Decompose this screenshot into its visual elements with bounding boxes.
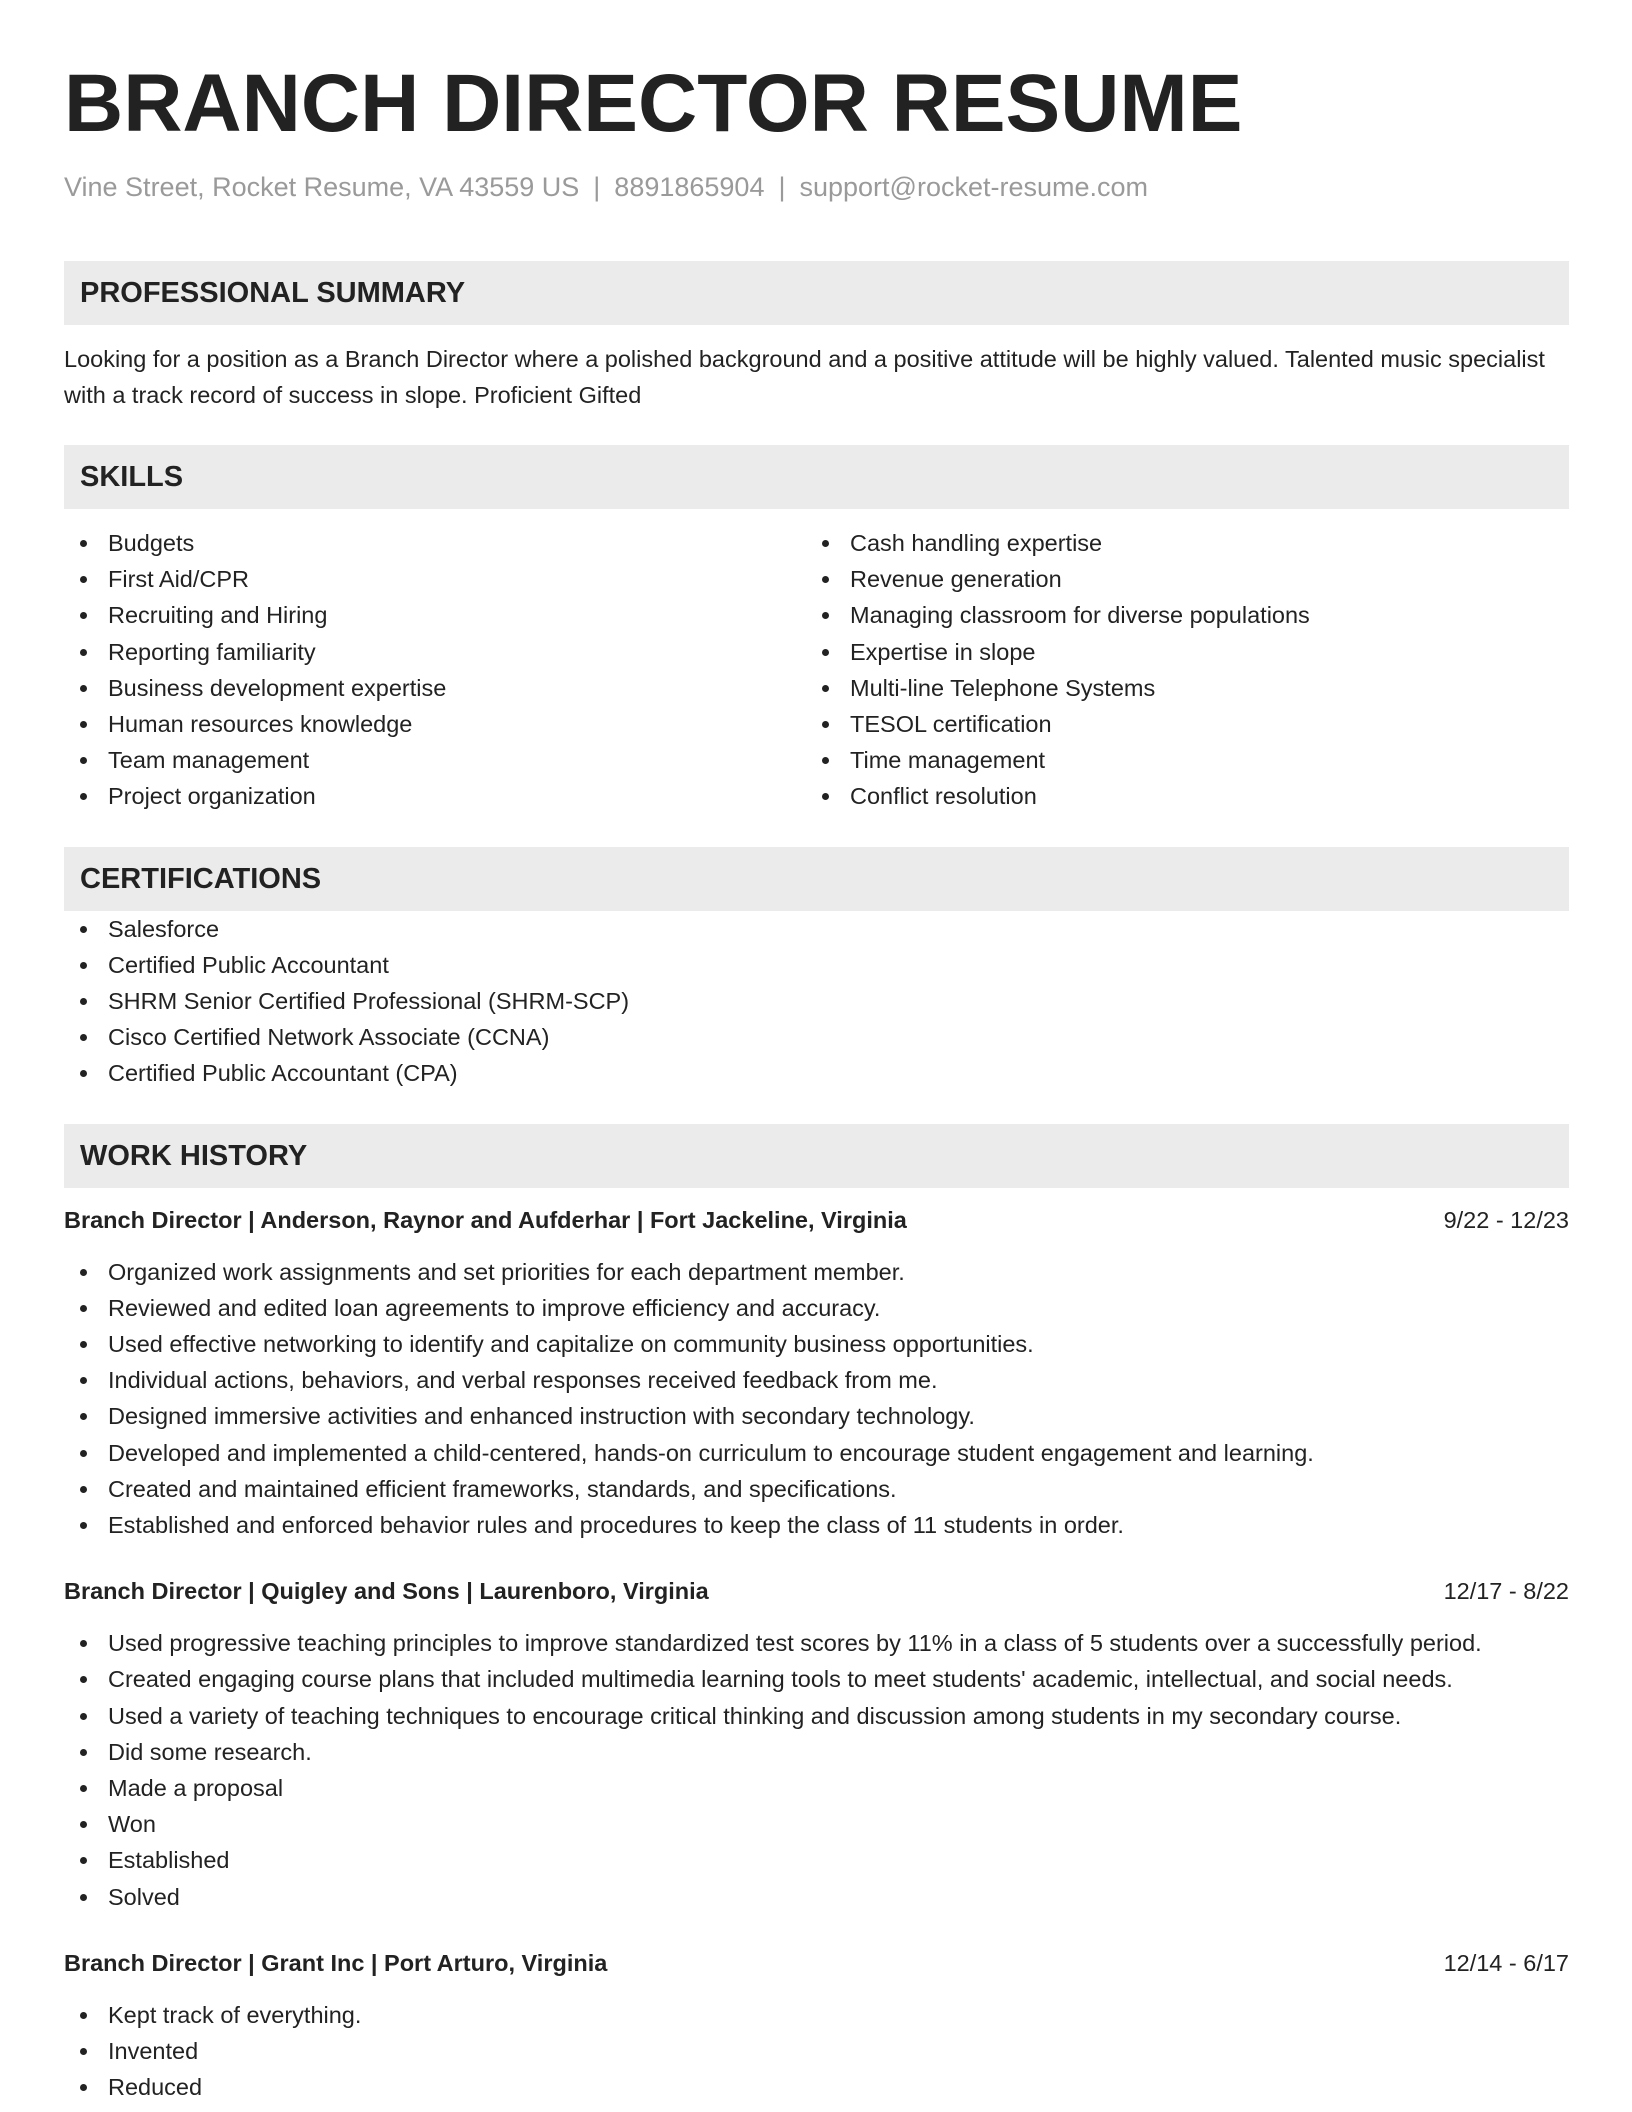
phone-number: 8891865904 xyxy=(614,172,765,202)
skill-item: Conflict resolution xyxy=(806,778,1548,814)
work-history-heading: WORK HISTORY xyxy=(64,1124,1569,1188)
job-bullet: Designed immersive activities and enhanced instruction with secondary technology. xyxy=(64,1398,1569,1434)
certification-item: Certified Public Accountant (CPA) xyxy=(64,1055,1569,1091)
skill-item: Recruiting and Hiring xyxy=(64,597,806,633)
skill-item: Human resources knowledge xyxy=(64,706,806,742)
skills-heading: SKILLS xyxy=(64,445,1569,509)
job-dates: 12/14 - 6/17 xyxy=(1443,1949,1569,1976)
job-entry xyxy=(64,1573,1569,1915)
job-bullet: Reviewed and edited loan agreements to improve efficiency and accuracy. xyxy=(64,1290,1569,1326)
job-bullet: Organized work assignments and set priorities for each department member. xyxy=(64,1254,1569,1290)
skill-item: Multi-line Telephone Systems xyxy=(806,670,1548,706)
job-dates: 9/22 - 12/23 xyxy=(1443,1206,1569,1233)
job-bullets xyxy=(64,1625,1569,1915)
job-bullet: Developed and implemented a child-centered, hands-on curriculum to encourage student engagement and learning. xyxy=(64,1435,1569,1471)
certifications-heading: CERTIFICATIONS xyxy=(64,847,1569,911)
skill-item: Business development expertise xyxy=(64,670,806,706)
job-header xyxy=(64,1573,1569,1609)
skill-item: Managing classroom for diverse populations xyxy=(806,597,1548,633)
job-bullet: Individual actions, behaviors, and verbal responses received feedback from me. xyxy=(64,1362,1569,1398)
certification-item: Salesforce xyxy=(64,911,1569,947)
skills-column-right xyxy=(806,525,1548,815)
job-bullet: Established and enforced behavior rules and procedures to keep the class of 11 students in order. xyxy=(64,1507,1569,1543)
skill-item: Budgets xyxy=(64,525,806,561)
job-bullet: Used effective networking to identify and capitalize on community business opportunities. xyxy=(64,1326,1569,1362)
job-bullet: Won xyxy=(64,1806,1569,1842)
job-bullet: Used a variety of teaching techniques to encourage critical thinking and discussion among students in my secondary course. xyxy=(64,1698,1569,1734)
job-bullet: Kept track of everything. xyxy=(64,1997,1569,2033)
job-title: Branch Director | Grant Inc | Port Arturo, Virginia xyxy=(64,1949,608,1976)
skill-item: Expertise in slope xyxy=(806,634,1548,670)
job-bullet: Reduced xyxy=(64,2069,1569,2105)
certification-item: Certified Public Accountant xyxy=(64,947,1569,983)
skill-item: Revenue generation xyxy=(806,561,1548,597)
skill-item: Cash handling expertise xyxy=(806,525,1548,561)
job-bullet: Created engaging course plans that included multimedia learning tools to meet students' academic, intellectual, and social needs. xyxy=(64,1661,1569,1697)
skill-item: First Aid/CPR xyxy=(64,561,806,597)
certification-item: SHRM Senior Certified Professional (SHRM-SCP) xyxy=(64,983,1569,1019)
summary-text: Looking for a position as a Branch Director where a polished background and a positive attitude will be highly valued. Talented music specialist with a track record of success in slope. Proficient Gifted xyxy=(64,346,1545,408)
certifications-list xyxy=(64,911,1569,1092)
job-dates: 12/17 - 8/22 xyxy=(1443,1578,1569,1605)
skill-item: Project organization xyxy=(64,778,806,814)
skill-item: Time management xyxy=(806,742,1548,778)
contact-line xyxy=(64,170,1569,204)
job-title: Branch Director | Quigley and Sons | Laurenboro, Virginia xyxy=(64,1578,709,1605)
skills-list-right xyxy=(806,525,1548,815)
skill-item: Team management xyxy=(64,742,806,778)
summary-heading: PROFESSIONAL SUMMARY xyxy=(64,261,1569,325)
job-bullets xyxy=(64,1254,1569,1544)
resume-title: BRANCH DIRECTOR RESUME xyxy=(64,58,1243,149)
job-header xyxy=(64,1945,1569,1981)
skills-list-left xyxy=(64,525,806,815)
job-bullet: Solved xyxy=(64,1879,1569,1915)
skills-grid xyxy=(64,525,1569,815)
skill-item: TESOL certification xyxy=(806,706,1548,742)
job-bullets xyxy=(64,1997,1569,2106)
job-entry xyxy=(64,1202,1569,1544)
job-bullet: Made a proposal xyxy=(64,1770,1569,1806)
job-bullet: Established xyxy=(64,1842,1569,1878)
skills-column-left xyxy=(64,525,806,815)
job-entry xyxy=(64,1945,1569,2106)
skill-item: Reporting familiarity xyxy=(64,634,806,670)
certification-item: Cisco Certified Network Associate (CCNA) xyxy=(64,1019,1569,1055)
contact-separator: | xyxy=(778,172,786,202)
email-address: support@rocket-resume.com xyxy=(799,172,1149,202)
resume-page xyxy=(64,0,1569,2106)
job-header xyxy=(64,1202,1569,1238)
job-bullet: Used progressive teaching principles to improve standardized test scores by 11% in a class of 5 students over a successfully period. xyxy=(64,1625,1569,1661)
job-title: Branch Director | Anderson, Raynor and Aufderhar | Fort Jackeline, Virginia xyxy=(64,1206,907,1233)
job-bullet: Did some research. xyxy=(64,1734,1569,1770)
job-bullet: Invented xyxy=(64,2033,1569,2069)
contact-separator: | xyxy=(593,172,601,202)
job-bullet: Created and maintained efficient frameworks, standards, and specifications. xyxy=(64,1471,1569,1507)
address: Vine Street, Rocket Resume, VA 43559 US xyxy=(64,172,580,202)
